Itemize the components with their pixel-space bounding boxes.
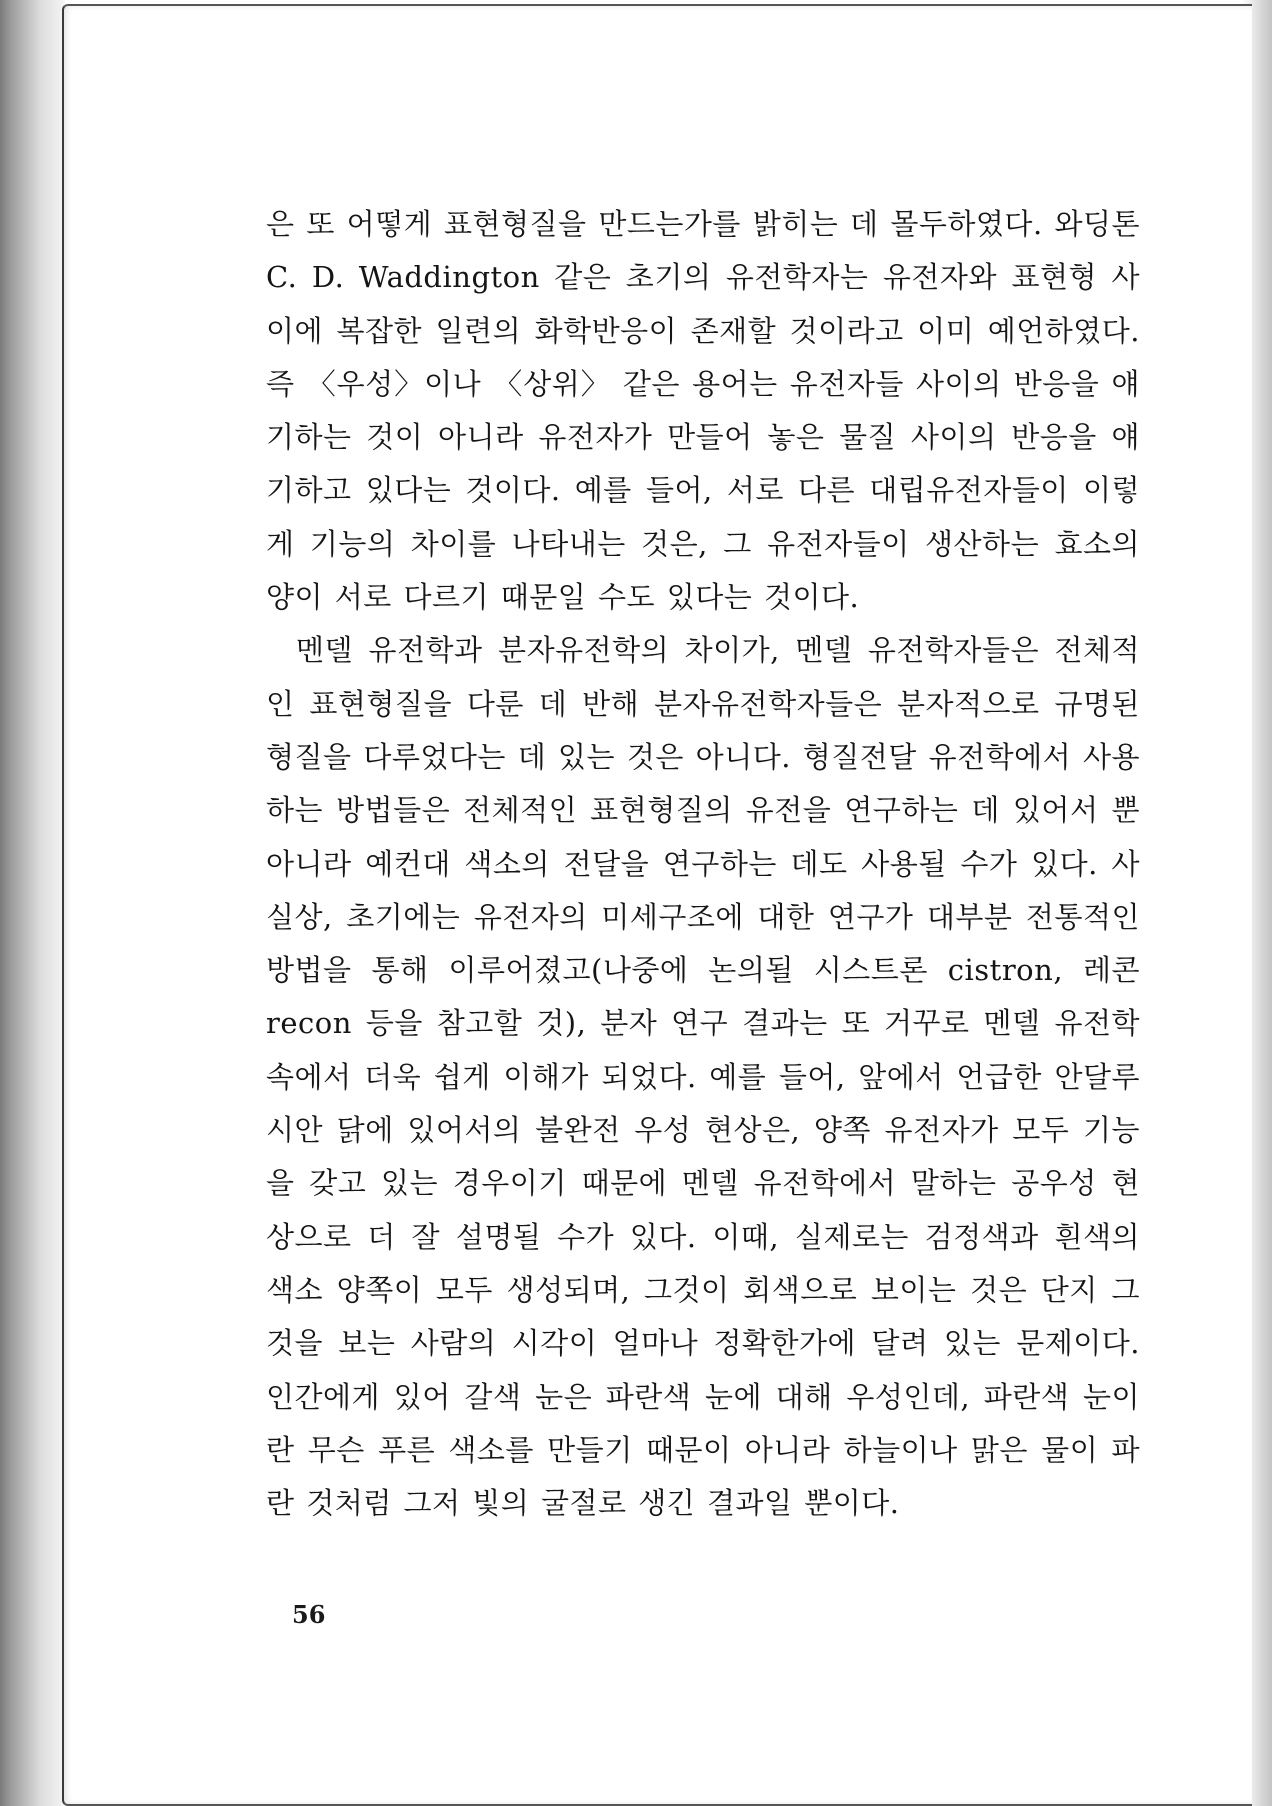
page-number: 56: [292, 1600, 326, 1629]
paragraph-2: 멘델 유전학과 분자유전학의 차이가, 멘델 유전학자들은 전체적인 표현형질을 다룬 데 반해 분자유전학자들은 분자적으로 규명된 형질을 다루었다는 데 있는 것은 아니다. 형질전달 유전학에서 사용하는 방법들은 전체적인 표현형질의 유전을 연구하는 데 있어서 뿐 아니라 예컨대 색소의 전달을 연구하는 데도 사용될 수가 있다. 사실상, 초기에는 유전자의 미세구조에 대한 연구가 대부분 전통적인 방법을 통해 이루어졌고(나중에 논의될 시스트론 cistron, 레콘 recon 등을 참고할 것), 분자 연구 결과는 또 거꾸로 멘델 유전학 속에서 더욱 쉽게 이해가 되었다. 예를 들어, 앞에서 언급한 안달루시안 닭에 있어서의 불완전 우성 현상은, 양쪽 유전자가 모두 기능을 갖고 있는 경우이기 때문에 멘델 유전학에서 말하는 공우성 현상으로 더 잘 설명될 수가 있다. 이때, 실제로는 검정색과 흰색의 색소 양쪽이 모두 생성되며, 그것이 회색으로 보이는 것은 단지 그것을 보는 사람의 시각이 얼마나 정확한가에 달려 있는 문제이다. 인간에게 있어 갈색 눈은 파란색 눈에 대해 우성인데, 파란색 눈이란 무슨 푸른 색소를 만들기 때문이 아니라 하늘이나 맑은 물이 파란 것처럼 그저 빛의 굴절로 생긴 결과일 뿐이다.: [266, 633, 1140, 1521]
body-text: [266, 198, 1140, 1530]
scan-left-edge: [0, 0, 66, 1806]
paragraph-1: 은 또 어떻게 표현형질을 만드는가를 밝히는 데 몰두하였다. 와딩톤 C. D. Waddington 같은 초기의 유전학자는 유전자와 표현형 사이에 복잡한 일련의 화학반응이 존재할 것이라고 이미 예언하였다. 즉 〈우성〉이나 〈상위〉 같은 용어는 유전자들 사이의 반응을 얘기하는 것이 아니라 유전자가 만들어 놓은 물질 사이의 반응을 얘기하고 있다는 것이다. 예를 들어, 서로 다른 대립유전자들이 이렇게 기능의 차이를 나타내는 것은, 그 유전자들이 생산하는 효소의 양이 서로 다르기 때문일 수도 있다는 것이다.: [266, 207, 1140, 615]
